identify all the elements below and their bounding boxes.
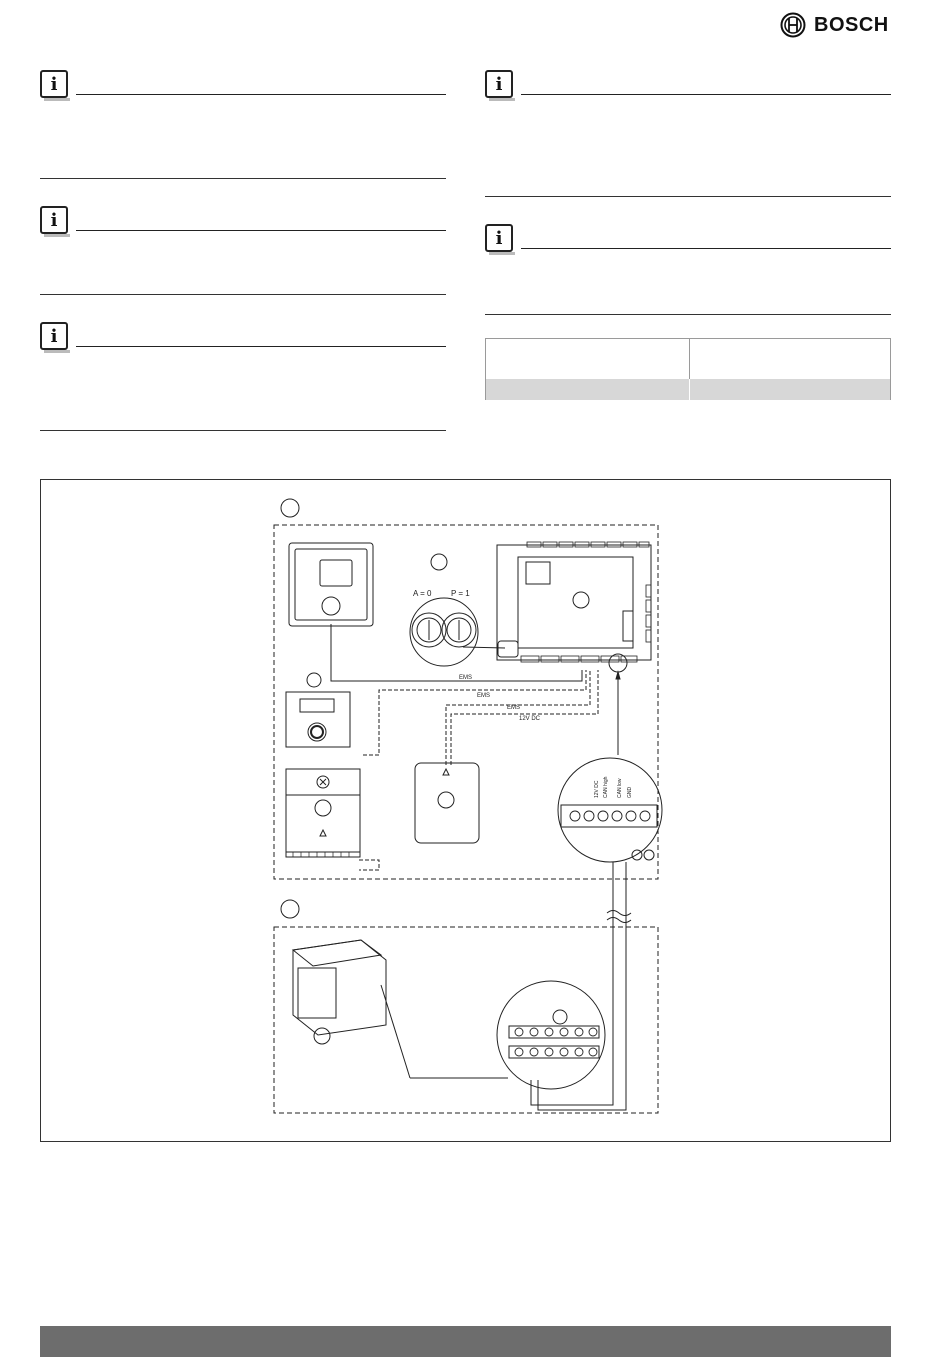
can-terminal-detail	[558, 758, 662, 862]
info-icon: i	[40, 322, 68, 350]
wiring-diagram-svg	[41, 480, 892, 1143]
room-controller	[289, 543, 373, 626]
note-block	[40, 206, 446, 298]
terminal-label: 12V DC	[594, 780, 600, 798]
note-block	[40, 70, 446, 182]
bus-label-ems: EMS	[477, 693, 491, 699]
note-end-rule	[40, 430, 446, 431]
terminal-label: CAN low	[617, 778, 623, 798]
brand-name: BOSCH	[814, 13, 889, 36]
note-block	[485, 224, 891, 318]
brand	[780, 10, 910, 40]
note-block	[485, 70, 891, 200]
note-end-rule	[485, 314, 891, 315]
bosch-logo-icon	[780, 12, 806, 38]
spec-table	[485, 338, 891, 400]
table-header-cell	[689, 339, 890, 379]
main-control-module	[497, 545, 651, 660]
wiring-diagram	[40, 479, 891, 1142]
switch-label-a: A = 0	[413, 589, 432, 598]
indoor-zone	[274, 525, 658, 879]
terminal-label: CAN high	[603, 776, 609, 798]
switch-label-p: P = 1	[451, 589, 470, 598]
note-title-rule	[76, 94, 446, 95]
bus-label-ems: EMS	[459, 675, 473, 681]
terminal-label: GND	[627, 786, 633, 798]
rotary-switch-pair	[410, 598, 478, 666]
info-icon: i	[40, 70, 68, 98]
note-end-rule	[40, 178, 446, 179]
note-end-rule	[485, 196, 891, 197]
note-title-rule	[521, 94, 891, 95]
bus-label-dc: 12V DC	[519, 716, 541, 722]
info-icon: i	[40, 206, 68, 234]
callout-outdoor-group	[281, 900, 299, 918]
note-end-rule	[40, 294, 446, 295]
footer-bar	[40, 1326, 891, 1357]
info-icon: i	[485, 224, 513, 252]
info-icon: i	[485, 70, 513, 98]
table-header-cell	[486, 339, 690, 379]
note-title-rule	[76, 346, 446, 347]
note-title-rule	[76, 230, 446, 231]
callout-indoor-group	[281, 499, 299, 517]
note-block	[40, 322, 446, 434]
table-row	[486, 379, 890, 400]
outdoor-zone	[274, 927, 658, 1113]
outdoor-unit	[293, 940, 386, 1035]
bus-label-ems: EMS	[507, 705, 521, 711]
note-title-rule	[521, 248, 891, 249]
